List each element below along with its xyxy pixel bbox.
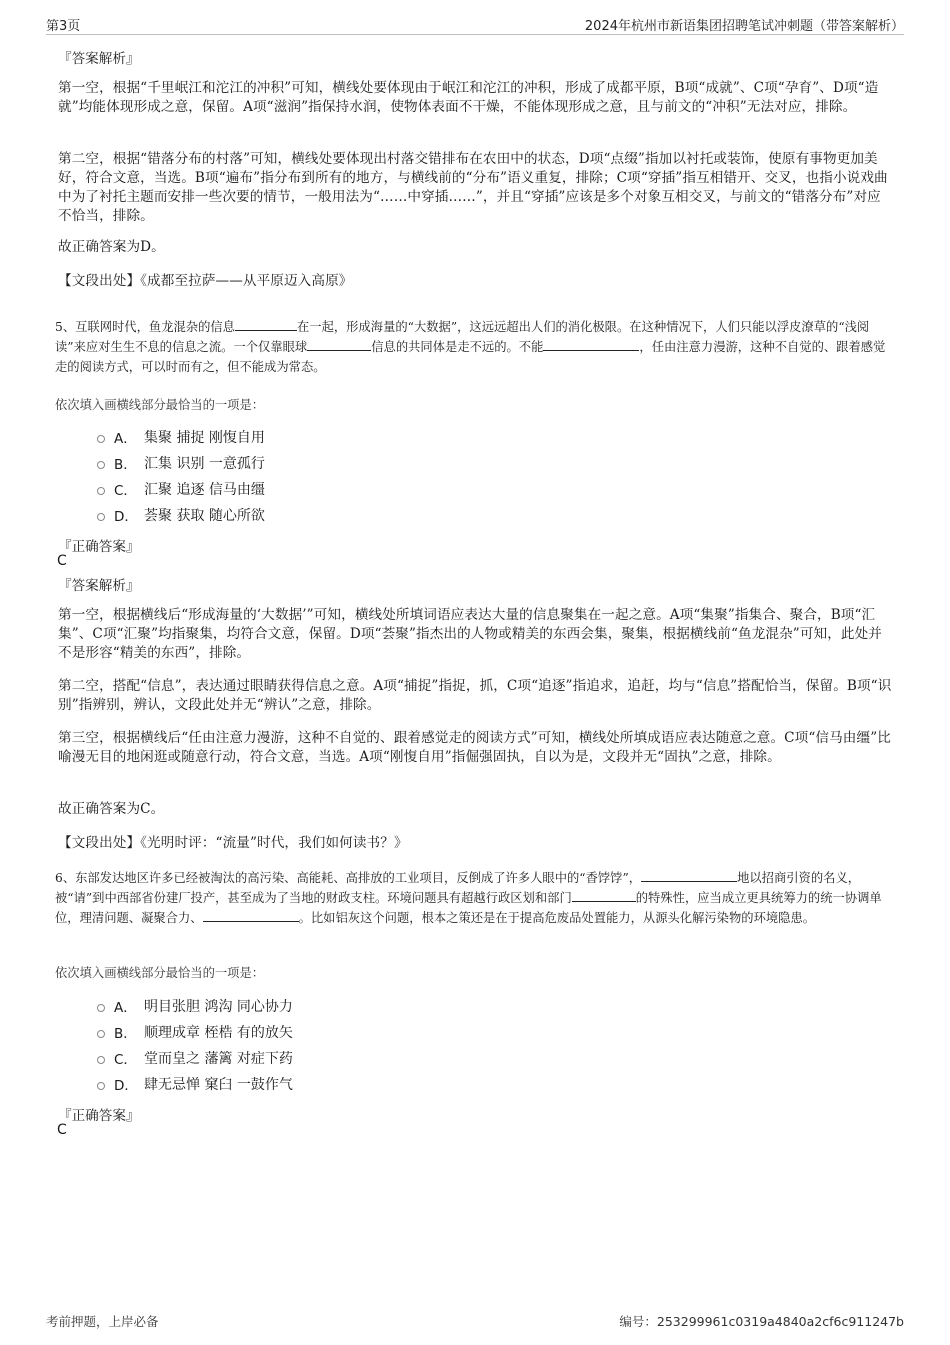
q6-stem-seg4: 。比如铝灰这个问题，根本之策还是在于提高危废品处置能力，从源头化解污染物的环境隐患。 xyxy=(298,911,816,925)
q5-analysis-p2: 第二空，搭配“信息”，表达通过眼睛获得信息之意。A项“捕捉”指捉，抓，C项“追逐”指追求，追赶，均与“信息”搭配恰当，保留。B项“识别”指辨别，辨认，文段此处并无“辨认”之意，排除。 xyxy=(58,678,892,713)
q5-stem-seg1: 5、互联网时代，鱼龙混杂的信息 xyxy=(55,320,235,334)
q5-stem xyxy=(55,317,895,377)
radio-icon[interactable] xyxy=(97,461,105,469)
q6-prompt: 依次填入画横线部分最恰当的一项是： xyxy=(55,966,265,980)
q4-analysis-label: 『答案解析』 xyxy=(58,51,140,67)
option-text: 堂而皇之 藩篱 对症下药 xyxy=(144,1051,293,1067)
q6-stem-seg3: 的特殊性，应当成立更具统筹力的统一协调单位，理清问题、凝聚合力、 xyxy=(55,891,882,925)
q5-blank-2 xyxy=(307,337,371,351)
option-text: 肆无忌惮 窠臼 一鼓作气 xyxy=(144,1077,293,1093)
q5-prompt: 依次填入画横线部分最恰当的一项是： xyxy=(55,398,265,412)
radio-icon[interactable] xyxy=(97,435,105,443)
option-text: 集聚 捕捉 刚愎自用 xyxy=(144,430,265,446)
q6-option-d[interactable] xyxy=(97,1073,293,1095)
option-letter: C． xyxy=(114,483,137,499)
q4-source: 【文段出处】《成都至拉萨——从平原迈入高原》 xyxy=(58,273,353,289)
q5-analysis-p1: 第一空，根据横线后“形成海量的‘大数据’”可知，横线处所填词语应表达大量的信息聚集在一起之意。A项“集聚”指集合、聚合，B项“汇集”、C项“汇聚”均指聚集，均符合文意，保留。D项“荟聚”指杰出的人物或精美的东西会集，聚集，根据横线前“鱼龙混杂”可知，此处并不是形容“精美的东西”，排除。 xyxy=(58,607,882,661)
q6-option-a[interactable] xyxy=(97,995,293,1017)
option-text: 汇集 识别 一意孤行 xyxy=(144,456,265,472)
q5-option-b[interactable] xyxy=(97,452,265,474)
q5-correct-label: 『正确答案』 xyxy=(58,539,140,555)
q6-blank-1 xyxy=(641,868,737,882)
q5-analysis-p3: 第三空，根据横线后“任由注意力漫游，这种不自觉的、跟着感觉走的阅读方式”可知，横线处所填成语应表达随意之意。C项“信马由缰”比喻漫无目的地闲逛或随意行动，符合文意，当选。A项“刚愎自用”指倔强固执，自以为是，文段并无“固执”之意，排除。 xyxy=(58,730,891,765)
q6-blank-2 xyxy=(572,888,636,902)
q6-correct-label: 『正确答案』 xyxy=(58,1108,140,1124)
q6-stem-seg2: 地以招商引资的名义，被“请”到中西部省份建厂投产，甚至成为了当地的财政支柱。环境问题具有超越行政区划和部门 xyxy=(55,871,861,905)
q6-stem xyxy=(55,868,895,928)
q6-option-b[interactable] xyxy=(97,1021,293,1043)
footer-slogan: 考前押题，上岸必备 xyxy=(46,1314,159,1329)
q5-option-c[interactable] xyxy=(97,478,265,500)
radio-icon[interactable] xyxy=(97,1056,105,1064)
radio-icon[interactable] xyxy=(97,487,105,495)
option-letter: C． xyxy=(114,1052,137,1068)
q5-option-a[interactable] xyxy=(97,426,265,448)
q5-option-d[interactable] xyxy=(97,504,265,526)
q5-blank-3 xyxy=(543,337,639,351)
q6-correct-answer: C xyxy=(57,1122,67,1138)
q5-correct-answer: C xyxy=(57,553,67,569)
q4-analysis-p2: 第二空，根据“错落分布的村落”可知，横线处要体现出村落交错排布在农田中的状态，D项“点缀”指加以衬托或装饰，使原有事物更加美好，符合文意，当选。B项“遍布”指分布到所有的地方，与横线前的“分布”语义重复，排除；C项“穿插”指互相错开、交叉，也指小说戏曲中为了衬托主题而安排一些次要的情节，一般用法为“……中穿插……”，并且“穿插”应该是多个对象互相交叉，与前文的“错落分布”对应不恰当，排除。 xyxy=(58,151,888,224)
option-text: 荟聚 获取 随心所欲 xyxy=(144,508,265,524)
q5-stem-seg3: 信息的共同体是走不远的。不能 xyxy=(371,340,544,354)
option-letter: D． xyxy=(114,1078,138,1094)
option-text: 汇聚 追逐 信马由缰 xyxy=(144,482,265,498)
q5-analysis-label: 『答案解析』 xyxy=(58,578,140,594)
q5-answer-statement: 故正确答案为C。 xyxy=(58,801,165,817)
q5-stem-seg4: ，任由注意力漫游，这种不自觉的、跟着感觉走的阅读方式，可以时而有之，但不能成为常态。 xyxy=(55,340,886,374)
q5-source: 【文段出处】《光明时评：“流量”时代，我们如何读书？》 xyxy=(58,835,408,851)
option-text: 明目张胆 鸿沟 同心协力 xyxy=(144,999,293,1015)
page-footer xyxy=(46,1312,904,1332)
page-number: 第3页 xyxy=(46,19,81,34)
option-letter: D． xyxy=(114,509,138,525)
q5-blank-1 xyxy=(235,317,297,331)
option-letter: A． xyxy=(114,1000,137,1016)
q4-analysis-p1: 第一空，根据“千里岷江和沱江的冲积”可知，横线处要体现由于岷江和沱江的冲积，形成了成都平原，B项“成就”、C项“孕育”、D项“造就”均能体现形成之意，保留。A项“滋润”指保持水润，使物体表面不干燥，不能体现形成之意，且与前文的“冲积”无法对应，排除。 xyxy=(58,80,879,115)
radio-icon[interactable] xyxy=(97,1030,105,1038)
document-title: 2024年杭州市新语集团招聘笔试冲刺题（带答案解析） xyxy=(584,19,904,34)
q6-blank-3 xyxy=(203,908,299,922)
option-letter: B． xyxy=(114,1026,137,1042)
radio-icon[interactable] xyxy=(97,513,105,521)
page-header xyxy=(46,12,904,35)
radio-icon[interactable] xyxy=(97,1004,105,1012)
footer-serial: 编号：253299961c0319a4840a2cf6c911247b xyxy=(619,1314,904,1329)
q6-option-c[interactable] xyxy=(97,1047,293,1069)
radio-icon[interactable] xyxy=(97,1082,105,1090)
option-text: 顺理成章 桎梏 有的放矢 xyxy=(144,1025,293,1041)
q5-stem-seg2: 在一起，形成海量的“大数据”，这远远超出人们的消化极限。在这种情况下，人们只能以浮皮潦草的“浅阅读”来应对生生不息的信息之流。一个仅靠眼球 xyxy=(55,320,870,354)
option-letter: A． xyxy=(114,431,137,447)
q6-stem-seg1: 6、东部发达地区许多已经被淘汰的高污染、高能耗、高排放的工业项目，反倒成了许多人眼中的“香饽饽”， xyxy=(55,871,642,885)
q4-answer-statement: 故正确答案为D。 xyxy=(58,239,165,255)
option-letter: B． xyxy=(114,457,137,473)
